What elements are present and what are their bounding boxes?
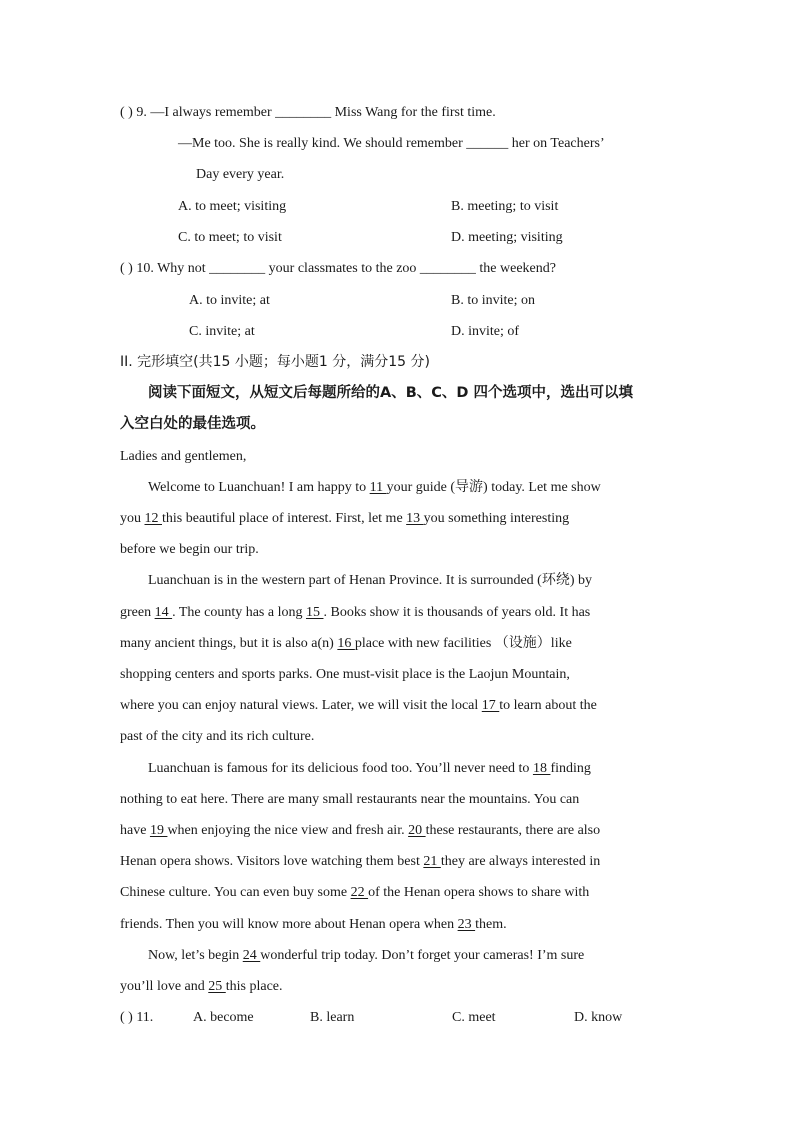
blank-12: 12 bbox=[144, 511, 162, 526]
option-9c: C. to meet; to visit bbox=[178, 230, 282, 245]
option-10a: A. to invite; at bbox=[189, 293, 270, 308]
passage-p3-line5: Chinese culture. You can even buy some 22 of the Henan opera shows to share with bbox=[120, 885, 590, 900]
passage-p3-line2: nothing to eat here. There are many small restaurants near the mountains. You can bbox=[120, 792, 580, 807]
blank-14: 14 bbox=[154, 605, 173, 620]
passage-p1-line2: you 12 this beautiful place of interest. First, let me 13 you something interesting bbox=[120, 511, 570, 526]
blank-11: 11 bbox=[369, 480, 387, 495]
question-9-line3: Day every year. bbox=[196, 167, 285, 182]
passage-p2-line1: Luanchuan is in the western part of Henan Province. It is surrounded (环绕) by bbox=[148, 573, 592, 588]
passage-p4-line2: you’ll love and 25 this place. bbox=[120, 979, 283, 994]
passage-p2-line2: green 14 . The county has a long 15 . Books show it is thousands of years old. It has bbox=[120, 605, 591, 620]
blank-18: 18 bbox=[532, 761, 551, 776]
answer-bracket: ( ) 9. bbox=[120, 105, 147, 120]
passage-salutation: Ladies and gentlemen, bbox=[120, 449, 247, 464]
question-11-stem bbox=[120, 1009, 153, 1027]
blank-13: 13 bbox=[406, 511, 424, 526]
passage-p3-line6: friends. Then you will know more about Henan opera when 23 them. bbox=[120, 917, 507, 932]
blank-24: 24 bbox=[242, 948, 261, 963]
blank-22: 22 bbox=[350, 885, 369, 900]
option-10c: C. invite; at bbox=[189, 324, 255, 339]
blank-17: 17 bbox=[481, 698, 500, 713]
blank-16: 16 bbox=[337, 636, 355, 651]
blank-20: 20 bbox=[408, 823, 426, 838]
option-9d: D. meeting; visiting bbox=[451, 230, 563, 245]
passage-p2-line3: many ancient things, but it is also a(n) 16 place with new facilities （设施）like bbox=[120, 636, 572, 651]
blank-23: 23 bbox=[457, 917, 476, 932]
answer-bracket: ( ) 10. bbox=[120, 261, 154, 276]
passage-p1-line1: Welcome to Luanchuan! I am happy to 11 your guide (导游) today. Let me show bbox=[148, 480, 601, 495]
blank-19: 19 bbox=[149, 823, 168, 838]
passage-p2-line4: shopping centers and sports parks. One must-visit place is the Laojun Mountain, bbox=[120, 667, 570, 682]
blank-15: 15 bbox=[305, 605, 324, 620]
option-11c: C. meet bbox=[452, 1010, 496, 1025]
blank-21: 21 bbox=[423, 854, 441, 869]
passage-p3-line4: Henan opera shows. Visitors love watching them best 21 they are always interested in bbox=[120, 854, 601, 869]
passage-p2-line6: past of the city and its rich culture. bbox=[120, 729, 315, 744]
blank-25: 25 bbox=[208, 979, 226, 994]
option-10d: D. invite; of bbox=[451, 324, 520, 339]
section-instruction-1: 阅读下面短文，从短文后每题所给的A、B、C、D 四个选项中，选出可以填 bbox=[148, 385, 633, 401]
answer-bracket: ( ) 11. bbox=[120, 1010, 154, 1025]
section-instruction-2: 入空白处的最佳选项。 bbox=[120, 416, 265, 432]
question-9-stem: ( ) 9. —I always remember ________ Miss Wang for the first time. bbox=[120, 105, 496, 120]
passage-p2-line5: where you can enjoy natural views. Later, we will visit the local 17 to learn about the bbox=[120, 698, 597, 713]
option-9a: A. to meet; visiting bbox=[178, 199, 287, 214]
option-11b: B. learn bbox=[310, 1010, 355, 1025]
question-10-stem: ( ) 10. Why not ________ your classmates to the zoo ________ the weekend? bbox=[120, 261, 556, 276]
section-heading: II. 完形填空(共15 小题；每小题1 分，满分15 分) bbox=[120, 354, 430, 370]
passage-p4-line1: Now, let’s begin 24 wonderful trip today. Don’t forget your cameras! I’m sure bbox=[148, 948, 585, 963]
option-11d: D. know bbox=[574, 1010, 623, 1025]
passage-p3-line3: have 19 when enjoying the nice view and fresh air. 20 these restaurants, there are also bbox=[120, 823, 601, 838]
question-9-line2: —Me too. She is really kind. We should remember ______ her on Teachers’ bbox=[178, 136, 605, 151]
option-10b: B. to invite; on bbox=[451, 293, 535, 308]
option-9b: B. meeting; to visit bbox=[451, 199, 559, 214]
passage-p1-line3: before we begin our trip. bbox=[120, 542, 259, 557]
option-11a: A. become bbox=[193, 1010, 254, 1025]
passage-p3-line1: Luanchuan is famous for its delicious food too. You’ll never need to 18 finding bbox=[148, 761, 591, 776]
